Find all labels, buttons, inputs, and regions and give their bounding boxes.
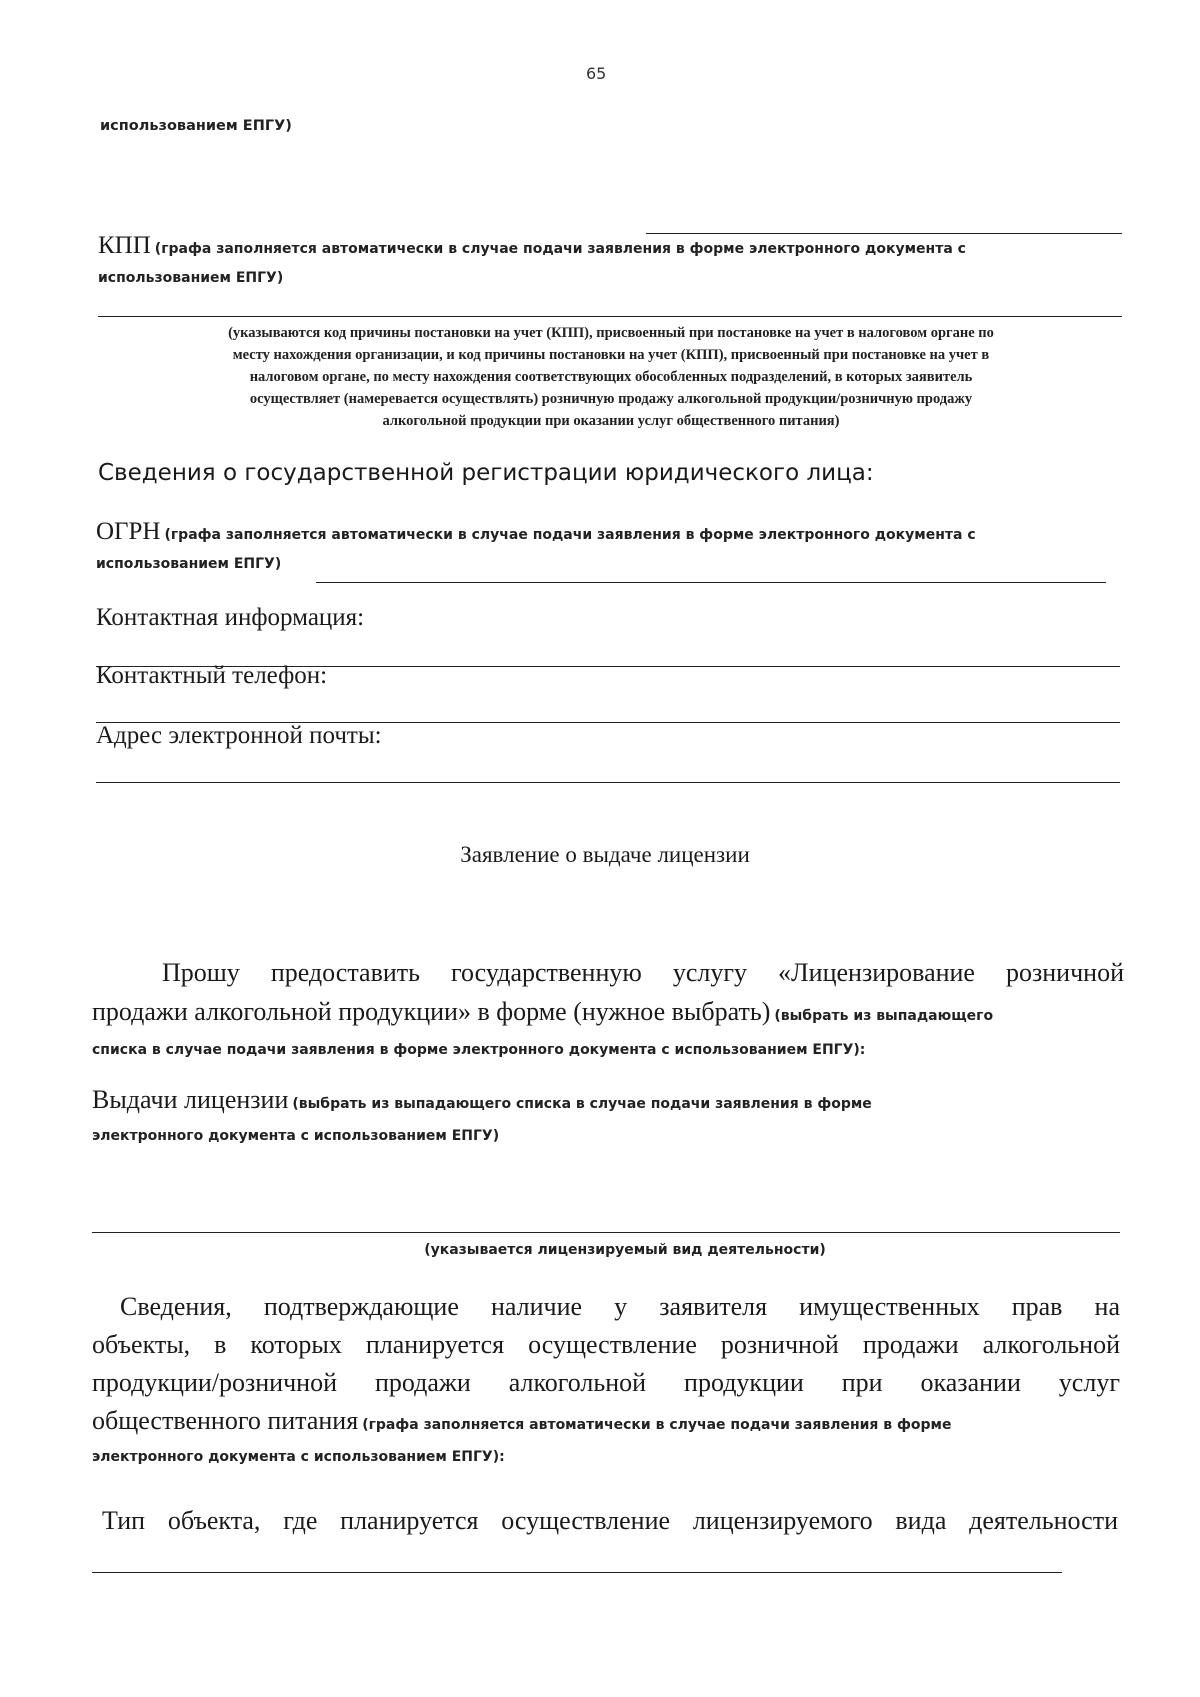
ogrn-hint: (графа заполняется автоматически в случае подачи заявления в форме электронного документа с — [164, 527, 976, 543]
issuance-dropdown[interactable] — [92, 1085, 1132, 1115]
property-rights-paragraph — [92, 1288, 1120, 1470]
kpp-note-line: осуществляет (намеревается осуществлять) розничную продажу алкогольной продукции/розничную продажу — [249, 391, 973, 407]
issuance-hint-continued: электронного документа с использованием ЕПГУ) — [92, 1128, 500, 1144]
ogrn-underline[interactable] — [316, 582, 1106, 583]
issuance-label: Выдачи лицензии — [92, 1085, 289, 1114]
kpp-note-line: месту нахождения организации, и код причины постановки на учет (КПП), присвоенный при постановке на учет в — [232, 347, 990, 363]
application-title: Заявление о выдаче лицензии — [460, 842, 750, 867]
request-hint: (выбрать из выпадающего — [774, 1008, 994, 1024]
kpp-underline[interactable] — [98, 316, 1122, 317]
request-line-2 — [92, 997, 1132, 1027]
ogrn-hint-continued: использованием ЕПГУ) — [96, 556, 282, 572]
property-rights-hint: (графа заполняется автоматически в случае подачи заявления в форме — [362, 1417, 952, 1433]
kpp-note-line: налоговом органе, по месту нахождения соответствующих обособленных подразделений, в которых заявитель — [249, 369, 973, 385]
activity-underline[interactable] — [92, 1232, 1120, 1233]
kpp-note-line: (указываются код причины постановки на учет (КПП), присвоенный при постановке на учет в налоговом органе по — [228, 325, 994, 341]
contact-phone-label: Контактный телефон: — [96, 662, 328, 689]
request-service-form: продажи алкогольной продукции» в форме (нужное выбрать) — [92, 997, 771, 1026]
property-rights-line: Сведения, подтверждающие наличие у заявителя имущественных прав на — [120, 1292, 1120, 1321]
kpp-note-line: алкогольной продукции при оказании услуг общественного питания) — [382, 413, 840, 429]
issuance-hint: (выбрать из выпадающего списка в случае подачи заявления в форме — [292, 1096, 872, 1112]
top-fragment: использованием ЕПГУ) — [100, 118, 292, 134]
ogrn-label: ОГРН — [96, 518, 161, 545]
property-rights-line: общественного питания — [92, 1406, 359, 1435]
object-type-underline[interactable] — [92, 1572, 1062, 1573]
kpp-field[interactable] — [98, 232, 1128, 260]
ogrn-field[interactable] — [96, 518, 1136, 546]
email-underline[interactable] — [96, 782, 1120, 783]
property-rights-line: объекты, в которых планируется осуществление розничной продажи алкогольной — [92, 1330, 1120, 1359]
kpp-hint-continued: использованием ЕПГУ) — [98, 270, 284, 286]
kpp-label: КПП — [98, 232, 151, 259]
contact-info-label: Контактная информация: — [96, 604, 365, 631]
property-rights-line: продукции/розничной продажи алкогольной продукции при оказании услуг — [92, 1368, 1120, 1397]
request-hint-continued: списка в случае подачи заявления в форме электронного документа с использованием ЕПГУ): — [92, 1042, 866, 1058]
kpp-note — [96, 322, 1126, 432]
kpp-hint: (графа заполняется автоматически в случае подачи заявления в форме электронного документа с — [154, 241, 966, 257]
email-label: Адрес электронной почты: — [96, 722, 382, 749]
page-number: 65 — [586, 64, 607, 83]
property-rights-hint-continued: электронного документа с использованием ЕПГУ): — [92, 1449, 505, 1465]
activity-caption: (указывается лицензируемый вид деятельности) — [424, 1242, 826, 1258]
object-type-label: Тип объекта, где планируется осуществление лицензируемого вида деятельности — [102, 1506, 1118, 1535]
registration-heading: Сведения о государственной регистрации юридического лица: — [98, 460, 874, 486]
request-line-1: Прошу предоставить государственную услугу «Лицензирование розничной — [162, 958, 1124, 987]
